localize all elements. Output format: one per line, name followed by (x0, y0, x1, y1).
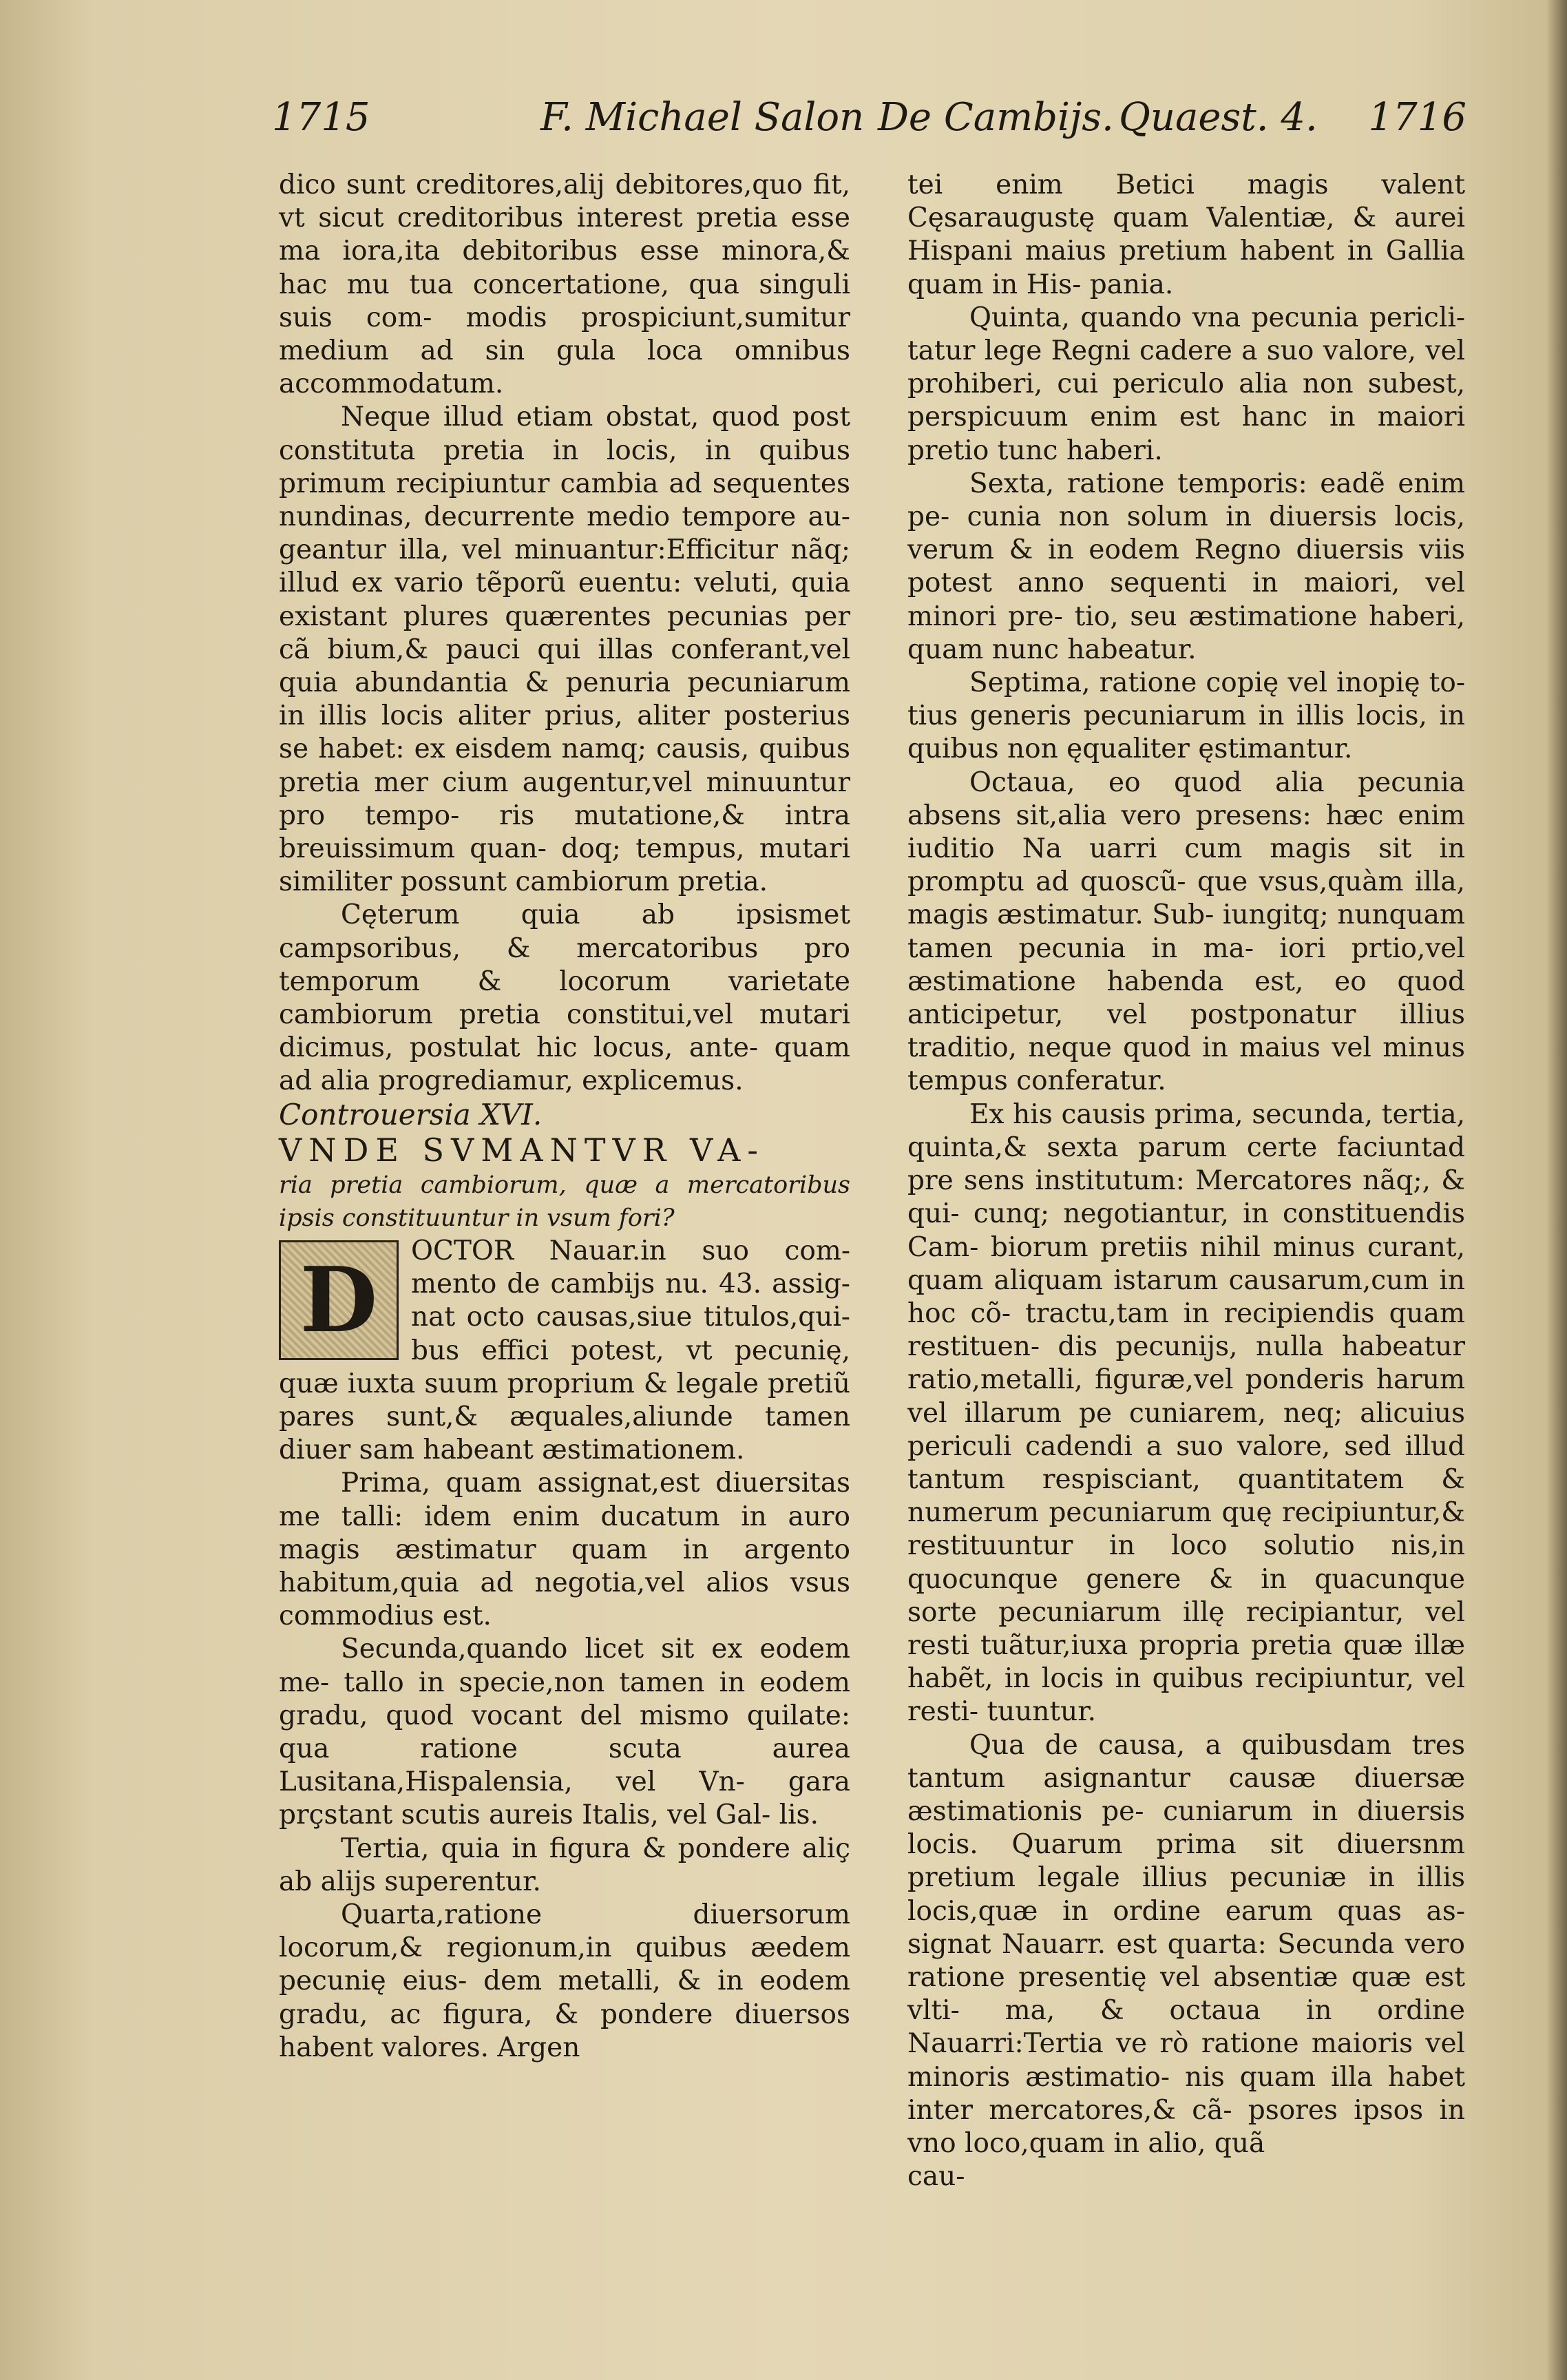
binding-gutter (1546, 0, 1567, 2380)
page-number-left: 1715 (272, 95, 370, 140)
paragraph: Qua de causa, a quibusdam tres tantum asignantur causæ diuersæ æstimationis pe- cuniarum in diuersis locis. Quarum prima sit diuersnm pretium legale illius pecuniæ in illis locis,quæ in ordine earum quas as- signat Nauarr. est quarta: Secunda vero ratione presentię vel absentiæ quæ est vlti- ma, & octaua in ordine Nauarri:Tertia ve rò ratione maioris vel minoris æstimatio- nis quam illa habet inter mercatores,& cã- psores ipsos in vno loco,quam in alio, quã (907, 1729, 1465, 2159)
header-title: De Cambijs. (878, 95, 1114, 140)
paragraph: Tertia, quia in figura & pondere aliç ab alijs superentur. (279, 1833, 850, 1897)
left-column (279, 169, 850, 2065)
paragraph: Cęterum quia ab ipsismet campsoribus, & mercatoribus pro temporum & locorum varietate cambiorum pretia constitui,vel mutari dicimus, postulat hic locus, ante- quam ad alia progrediamur, explicemus. (279, 899, 850, 1097)
paragraph: Sexta, ratione temporis: eadẽ enim pe- cunia non solum in diuersis locis, verum & in eodem Regno diuersis viis potest anno sequenti in maiori, vel minori pre- tio, seu æstimatione haberi, quam nunc habeatur. (907, 468, 1465, 665)
paragraph: Prima, quam assignat,est diuersitas me talli: idem enim ducatum in auro magis æstimatur quam in argento habitum,quia ad negotia,vel alios vsus commodius est. (279, 1468, 850, 1632)
paragraph: dico sunt creditores,alij debitores,quo fit, vt sicut creditoribus interest pretia esse ma iora,ita debitoribus esse minora,& hac mu tua concertatione, qua singuli suis com- modis prospiciunt,sumitur medium ad sin gula loca omnibus accommodatum. (279, 169, 850, 400)
paragraph: Quinta, quando vna pecunia pericli- tatur lege Regni cadere a suo valore, vel prohiberi, cui periculo alia non subest, perspicuum enim est hanc in maiori pretio tunc haberi. (907, 302, 1465, 466)
paragraph: Octaua, eo quod alia pecunia absens sit,alia vero presens: hæc enim iuditio Na uarri cum magis sit in promptu ad quoscũ- que vsus,quàm illa, magis æstimatur. Sub- iungitq; nunquam tamen pecunia in ma- iori prtio,vel æstimatione habenda est, eo quod anticipetur, vel postponatur illius traditio, neque quod in maius vel minus tempus conferatur. (907, 766, 1465, 1097)
running-header (272, 95, 1466, 150)
paragraph: Quarta,ratione diuersorum locorum,& regionum,in quibus æedem pecunię eius- dem metalli, & in eodem gradu, ac figura, & pondere diuersos habent valores. Argen (279, 1899, 850, 2063)
right-column (907, 169, 1465, 2193)
paragraph: OCTOR Nauar.in suo com- mento de cambijs nu. 43. assig- nat octo causas,siue titulos,qui- bus effici potest, vt pecunię, quæ iuxta suum proprium & legale pretiũ pares sunt,& æquales,aliunde tamen diuer sam habeant æstimationem. (279, 1235, 850, 1466)
paragraph: Ex his causis prima, secunda, tertia, quinta,& sexta parum certe faciuntad pre sens institutum: Mercatores nãq;, & qui- cunq; negotiantur, in constituendis Cam- biorum pretiis nihil minus curant, quam aliquam istarum causarum,cum in hoc cõ- tractu,tam in recipiendis quam restituen- dis pecunijs, nulla habeatur ratio,metalli, figuræ,vel ponderis harum vel illarum pe cuniarem, neq; alicuius periculi cadendi a suo valore, sed illud tantum respisciant, quantitatem & numerum pecuniarum quę recipiuntur,& restituuntur in loco solutio nis,in quocunque genere & in quacunque sorte pecuniarum illę recipiantur, vel resti tuãtur,iuxa propria pretia quæ illæ habẽt, in locis in quibus recipiuntur, vel resti- tuuntur. (907, 1098, 1465, 1728)
decorated-initial: D (279, 1240, 399, 1360)
section-subheading: ria pretia cambiorum, quæ a mercatoribus ipsis constituuntur in vsum fori? (279, 1171, 850, 1232)
paragraph: Septima, ratione copię vel inopię to- tius generis pecuniarum in illis locis, in quibus non ęqualiter ęstimantur. (907, 667, 1465, 765)
section-heading: VNDE SVMANTVR VA- (279, 1131, 765, 1169)
catchword: cau- (907, 2161, 965, 2193)
paragraph: Secunda,quando licet sit ex eodem me- tallo in specie,non tamen in eodem gradu, quod vocant del mismo quilate: qua ratione scuta aurea Lusitana,Hispalensia, vel Vn- gara prçstant scutis aureis Italis, vel Gal- lis. (279, 1633, 850, 1831)
controversia-title: Controuersia XVI. (279, 1097, 543, 1131)
dropcap-paragraph (279, 1235, 850, 1467)
paragraph: Neque illud etiam obstat, quod post constituta pretia in locis, in quibus primum recipiuntur cambia ad sequentes nundinas, decurrente medio tempore au- geantur illa, vel minuantur:Efficitur nãq; illud ex vario tẽporũ euentu: veluti, quia existant plures quærentes pecunias per cã bium,& pauci qui illas conferant,vel quia abundantia & penuria pecuniarum in illis locis aliter prius, aliter posterius se habet: ex eisdem namq; causis, quibus pretia mer cium augentur,vel minuuntur pro tempo- ris mutatione,& intra breuissimum quan- doq; tempus, mutari similiter possunt cambiorum pretia. (279, 401, 850, 898)
header-quaestio: Quaest. 4. (1119, 95, 1318, 140)
page-number-right: 1716 (1368, 95, 1466, 140)
paragraph: tei enim Betici magis valent Cęsaraugustę quam Valentiæ, & aurei Hispani maius pretium habent in Gallia quam in His- pania. (907, 169, 1465, 300)
header-author: F. Michael Salon (540, 95, 865, 140)
